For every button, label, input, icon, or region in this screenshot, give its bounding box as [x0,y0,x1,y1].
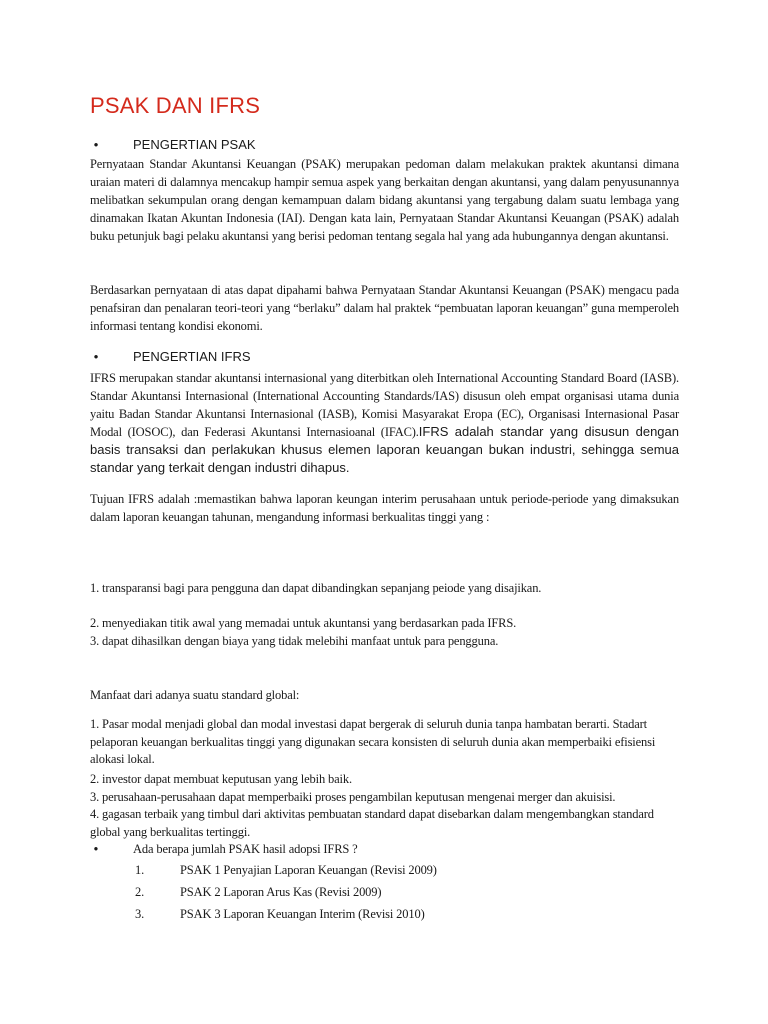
document-title: PSAK DAN IFRS [90,93,261,118]
list-text: PSAK 3 Laporan Keuangan Interim (Revisi 2010) [180,907,425,921]
ifrs-paragraph-1-sans: IFRS adalah standar yang disusun dengan basis transaksi dan perlakukan khusus elemen laporan keuangan bukan industri, sehingga semua standar yang terkait dengan industri dihapus. [90,424,679,475]
manfaat-heading: Manfaat dari adanya suatu standard global: [90,688,300,702]
adopsi-question-text: Ada berapa jumlah PSAK hasil adopsi IFRS ? [133,842,358,856]
list-text: PSAK 2 Laporan Arus Kas (Revisi 2009) [180,885,382,899]
manfaat-item: 3. perusahaan-perusahaan dapat memperbaiki proses pengambilan keputusan mengenai merger dan akuisisi. [90,790,616,804]
manfaat-item: 1. Pasar modal menjadi global dan modal investasi dapat bergerak di seluruh dunia tanpa hambatan berarti. Stadart pelaporan keuangan berkualitas tinggi yang digunakan secara konsisten di seluruh dunia akan memperbaiki efisiensi alokasi lokal. [90,717,656,766]
tujuan-item: 3. dapat dihasilkan dengan biaya yang tidak melebihi manfaat untuk para pengguna. [90,634,499,648]
manfaat-item: 4. gagasan terbaik yang timbul dari aktivitas pembuatan standard dapat disebarkan dalam mengembangkan standard global yang berkualitas tertinggi. [90,807,654,839]
list-number: 2. [135,885,145,899]
bullet-icon: • [93,137,99,152]
psak-paragraph-1: Pernyataan Standar Akuntansi Keuangan (PSAK) merupakan pedoman dalam melakukan praktek akuntansi dimana uraian materi di dalamnya mencakup hampir semua aspek yang berkaitan dengan akuntansi, yang dalam penyusunannya melibatkan sekumpulan orang dengan kemampuan dalam bidang akuntansi yang tergabung dalam suatu lembaga yang dinamakan Ikatan Akuntan Indonesia (IAI). Dengan kata lain, Pernyataan Standar Akuntansi Keuangan (PSAK) adalah buku petunjuk bagi pelaku akuntansi yang berisi pedoman tentang segala hal yang ada hubungannya dengan akuntansi. [90,157,679,243]
ifrs-paragraph-1-serif: IFRS merupakan standar akuntansi internasional yang diterbitkan oleh International Accounting Standard Board (IASB). Standar Akuntansi Internasional (International Accounting Standards/IAS) disusun oleh empat organisasi utama dunia yaitu Badan Standar Akuntansi Internasional (IASB), Komisi Masyarakat Eropa (EC), Organisasi Internasional Pasar Modal (IOSOC), dan Federasi Akuntansi Internasioanal (IFAC). [90,371,679,439]
bullet-icon: • [93,349,99,364]
psak-paragraph-2: Berdasarkan pernyataan di atas dapat dipahami bahwa Pernyataan Standar Akuntansi Keuangan (PSAK) mengacu pada penafsiran dan penalaran teori-teori yang “berlaku” dalam hal praktek “pembuatan laporan keuangan” guna memperoleh informasi tentang kondisi ekonomi. [90,283,679,333]
bullet-icon: • [93,842,99,856]
list-number: 3. [135,907,145,921]
manfaat-item: 2. investor dapat membuat keputusan yang lebih baik. [90,772,352,786]
ifrs-paragraph-1 [90,369,679,477]
heading-label: PENGERTIAN IFRS [133,349,251,364]
heading-label: PENGERTIAN PSAK [133,137,256,152]
list-number: 1. [135,863,145,877]
ifrs-paragraph-2: Tujuan IFRS adalah :memastikan bahwa laporan keungan interim perusahaan untuk periode-periode yang dimaksukan dalam laporan keuangan tahunan, mengandung informasi berkualitas tinggi yang : [90,492,679,524]
list-text: PSAK 1 Penyajian Laporan Keuangan (Revisi 2009) [180,863,437,877]
tujuan-item: 2. menyediakan titik awal yang memadai untuk akuntansi yang berdasarkan pada IFRS. [90,616,517,630]
tujuan-item: 1. transparansi bagi para pengguna dan dapat dibandingkan sepanjang peiode yang disajikan. [90,581,542,595]
